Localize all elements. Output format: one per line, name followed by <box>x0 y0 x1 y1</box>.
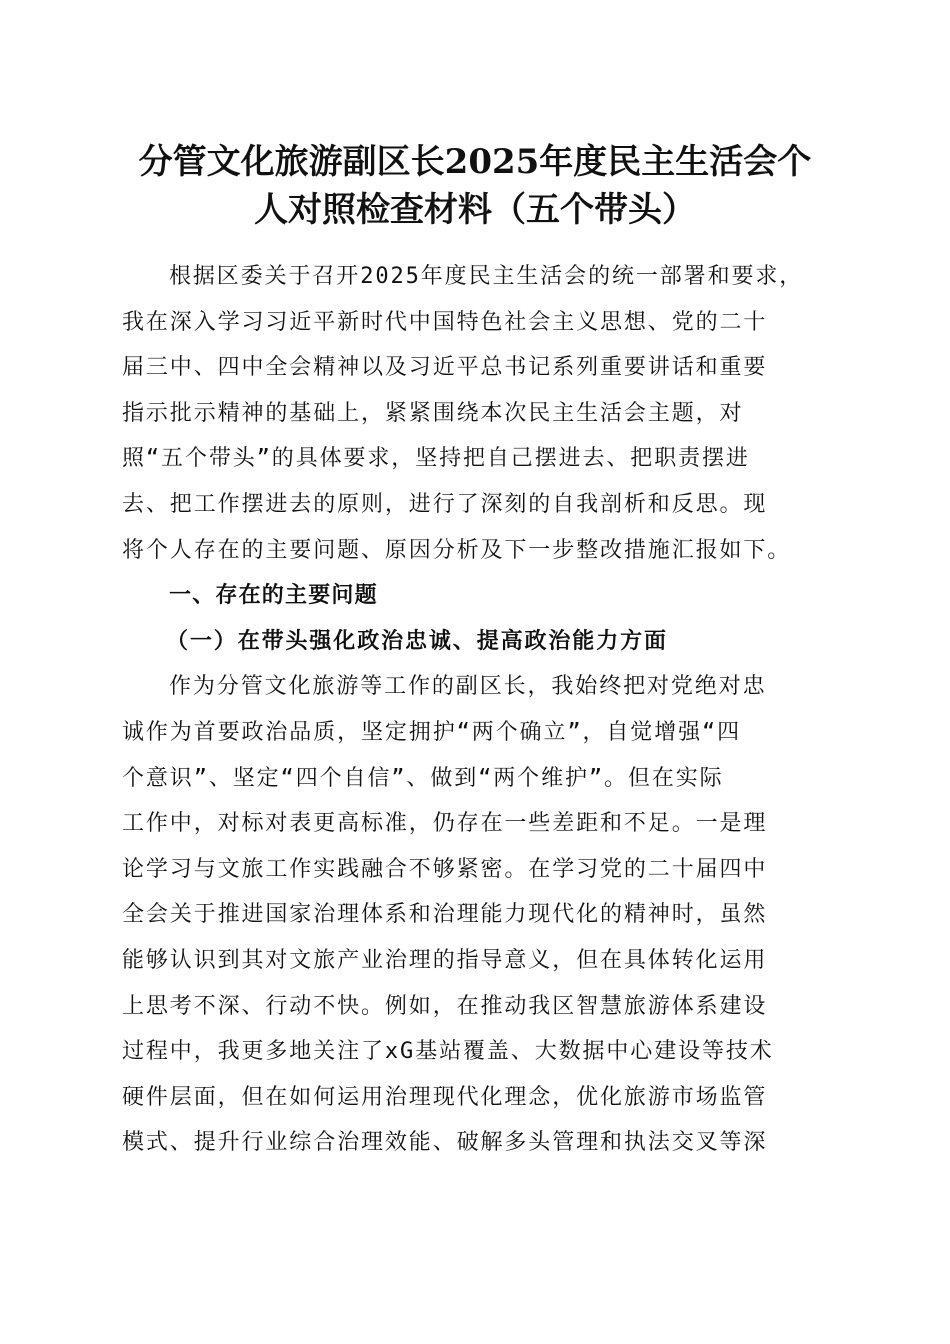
body-line: 个意识”、坚定“四个自信”、做到“两个维护”。但在实际 <box>122 765 724 791</box>
intro-line: 我在深入学习习近平新时代中国特色社会主义思想、党的二十 <box>122 309 768 335</box>
body-line: 作为分管文化旅游等工作的副区长，我始终把对党绝对忠 <box>169 674 767 700</box>
body-line: 工作中，对标对表更高标准，仍存在一些差距和不足。一是理 <box>122 811 768 837</box>
body-line: 论学习与文旅工作实践融合不够紧密。在学习党的二十届四中 <box>122 856 768 882</box>
body-line: 模式、提升行业综合治理效能、破解多头管理和执法交叉等深 <box>122 1130 768 1156</box>
body-line: 全会关于推进国家治理体系和治理能力现代化的精神时，虽然 <box>122 902 768 928</box>
intro-line: 届三中、四中全会精神以及习近平总书记系列重要讲话和重要 <box>122 355 768 381</box>
intro-line: 根据区委关于召开2025年度民主生活会的统一部署和要求， <box>169 264 804 289</box>
title-line-1: 分管文化旅游副区长2025年度民主生活会个 <box>138 142 812 182</box>
body-line: 诚作为首要政治品质，坚定拥护“两个确立”，自觉增强“四 <box>122 719 742 745</box>
document-body <box>122 254 827 1166</box>
intro-line: 去、把工作摆进去的原则，进行了深刻的自我剖析和反思。现 <box>122 491 768 517</box>
subsection-heading: （一）在带头强化政治忠诚、提高政治能力方面 <box>166 628 668 654</box>
intro-line: 照“五个带头”的具体要求，坚持把自己摆进去、把职责摆进 <box>122 446 750 472</box>
body-line: 过程中，我更多地关注了xG基站覆盖、大数据中心建设等技术 <box>122 1039 774 1065</box>
title-line-2: 人对照检查材料（五个带头） <box>254 190 696 230</box>
intro-line: 将个人存在的主要问题、原因分析及下一步整改措施汇报如下。 <box>122 537 792 563</box>
body-line: 上思考不深、行动不快。例如，在推动我区智慧旅游体系建设 <box>122 993 768 1019</box>
intro-line: 指示批示精神的基础上，紧紧围绕本次民主生活会主题，对 <box>122 400 744 426</box>
document-title <box>100 138 850 234</box>
section-heading: 一、存在的主要问题 <box>169 583 378 609</box>
body-line: 能够认识到其对文旅产业治理的指导意义，但在具体转化运用 <box>122 947 768 973</box>
body-line: 硬件层面，但在如何运用治理现代化理念，优化旅游市场监管 <box>122 1084 768 1110</box>
